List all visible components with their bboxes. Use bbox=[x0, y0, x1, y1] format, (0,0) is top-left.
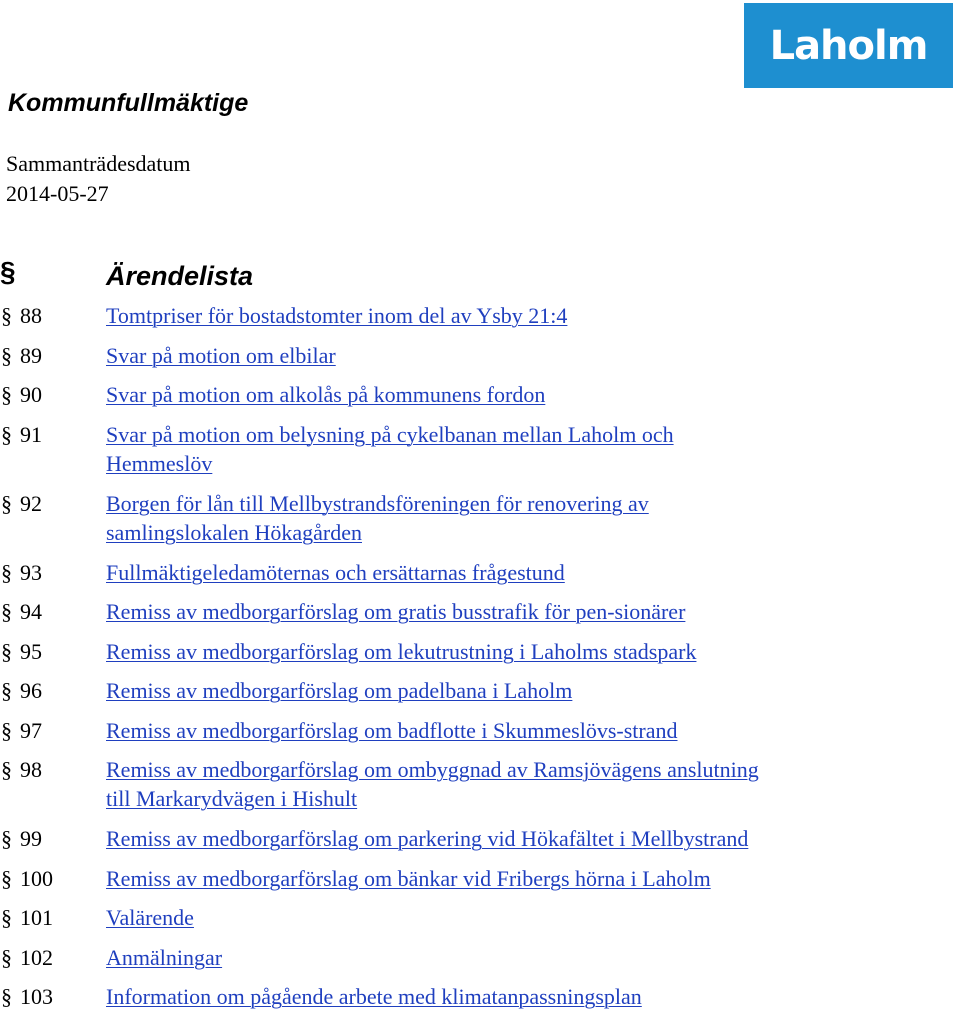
agenda-item-link[interactable]: Remiss av medborgarförslag om parkering vid Hökafältet i Mellbystrand bbox=[106, 826, 749, 851]
section-sign-icon: § bbox=[0, 256, 16, 287]
section-sign-icon: § bbox=[1, 944, 12, 970]
section-sign-icon: § bbox=[1, 757, 12, 782]
agenda-item-number: 91 bbox=[20, 421, 42, 447]
agenda-item-number: 96 bbox=[20, 678, 42, 703]
agenda-item-number: 89 bbox=[20, 342, 42, 368]
agenda-item-link[interactable]: Svar på motion om elbilar bbox=[106, 342, 336, 368]
agenda-item-number: 88 bbox=[20, 303, 42, 328]
meeting-date-value: 2014-05-27 bbox=[6, 181, 109, 206]
agenda-item-link[interactable]: Anmälningar bbox=[106, 944, 223, 970]
agenda-item-number: 94 bbox=[20, 599, 42, 624]
section-sign-icon: § bbox=[1, 382, 12, 407]
agenda-item-number: 95 bbox=[20, 638, 42, 664]
agenda-item-number: 102 bbox=[20, 944, 53, 970]
section-sign-icon: § bbox=[1, 559, 12, 585]
agenda-item-number: 97 bbox=[20, 717, 42, 743]
agenda-title: Ärendelista bbox=[106, 261, 254, 291]
section-sign-icon: § bbox=[1, 717, 12, 743]
agenda-item-number: 93 bbox=[20, 559, 42, 585]
agenda-item-number: 100 bbox=[20, 865, 53, 891]
section-sign-icon: § bbox=[1, 826, 12, 851]
logo-text: Laholm bbox=[769, 22, 928, 69]
meeting-date-label: Sammanträdesdatum bbox=[6, 151, 191, 176]
agenda-item-number: 92 bbox=[20, 490, 42, 516]
agenda-item-link[interactable]: Svar på motion om belysning på cykelbanan mellan Laholm och Hemmeslöv bbox=[106, 421, 674, 476]
section-sign-icon: § bbox=[1, 599, 12, 624]
section-sign-icon: § bbox=[1, 303, 12, 328]
agenda-item-link[interactable]: Svar på motion om alkolås på kommunens fordon bbox=[106, 382, 546, 407]
section-sign-icon: § bbox=[1, 905, 12, 930]
section-sign-icon: § bbox=[1, 342, 12, 368]
section-sign-icon: § bbox=[1, 865, 12, 891]
section-sign-icon: § bbox=[1, 490, 12, 516]
agenda-item-link[interactable]: Remiss av medborgarförslag om ombyggnad av Ramsjövägens anslutning till Markarydvägen i Hishult bbox=[106, 757, 759, 811]
agenda-item-link[interactable]: Remiss av medborgarförslag om badflotte i Skummeslövs-strand bbox=[106, 717, 678, 743]
agenda-item-link[interactable]: Remiss av medborgarförslag om padelbana i Laholm bbox=[106, 678, 573, 703]
laholm-logo bbox=[744, 3, 953, 88]
section-sign-icon: § bbox=[1, 638, 12, 664]
agenda-item-link[interactable]: Remiss av medborgarförslag om bänkar vid Fribergs hörna i Laholm bbox=[106, 865, 711, 891]
agenda-item-number: 101 bbox=[20, 905, 53, 930]
agenda-item-link[interactable]: Information om pågående arbete med klimatanpassningsplan bbox=[106, 984, 642, 1009]
agenda-item-link[interactable]: Borgen för lån till Mellbystrandsföreningen för renovering av samlingslokalen Hökagården bbox=[106, 490, 649, 545]
agenda-item-link[interactable]: Fullmäktigeledamöternas och ersättarnas frågestund bbox=[106, 559, 565, 585]
agenda-item-link[interactable]: Valärende bbox=[106, 905, 194, 930]
agenda-item-number: 90 bbox=[20, 382, 42, 407]
agenda-item-link[interactable]: Remiss av medborgarförslag om gratis busstrafik för pen-sionärer bbox=[106, 599, 686, 624]
agenda-item-number: 98 bbox=[20, 757, 42, 782]
agenda-item-link[interactable]: Tomtpriser för bostadstomter inom del av Ysby 21:4 bbox=[106, 303, 568, 328]
agenda-item-number: 103 bbox=[20, 984, 53, 1009]
section-sign-icon: § bbox=[1, 678, 12, 703]
section-sign-icon: § bbox=[1, 984, 12, 1009]
page-title: Kommunfullmäktige bbox=[8, 89, 249, 117]
agenda-header bbox=[0, 255, 960, 299]
agenda-item-number: 99 bbox=[20, 826, 42, 851]
agenda-item-link[interactable]: Remiss av medborgarförslag om lekutrustning i Laholms stadspark bbox=[106, 638, 697, 664]
section-sign-icon: § bbox=[1, 421, 12, 447]
